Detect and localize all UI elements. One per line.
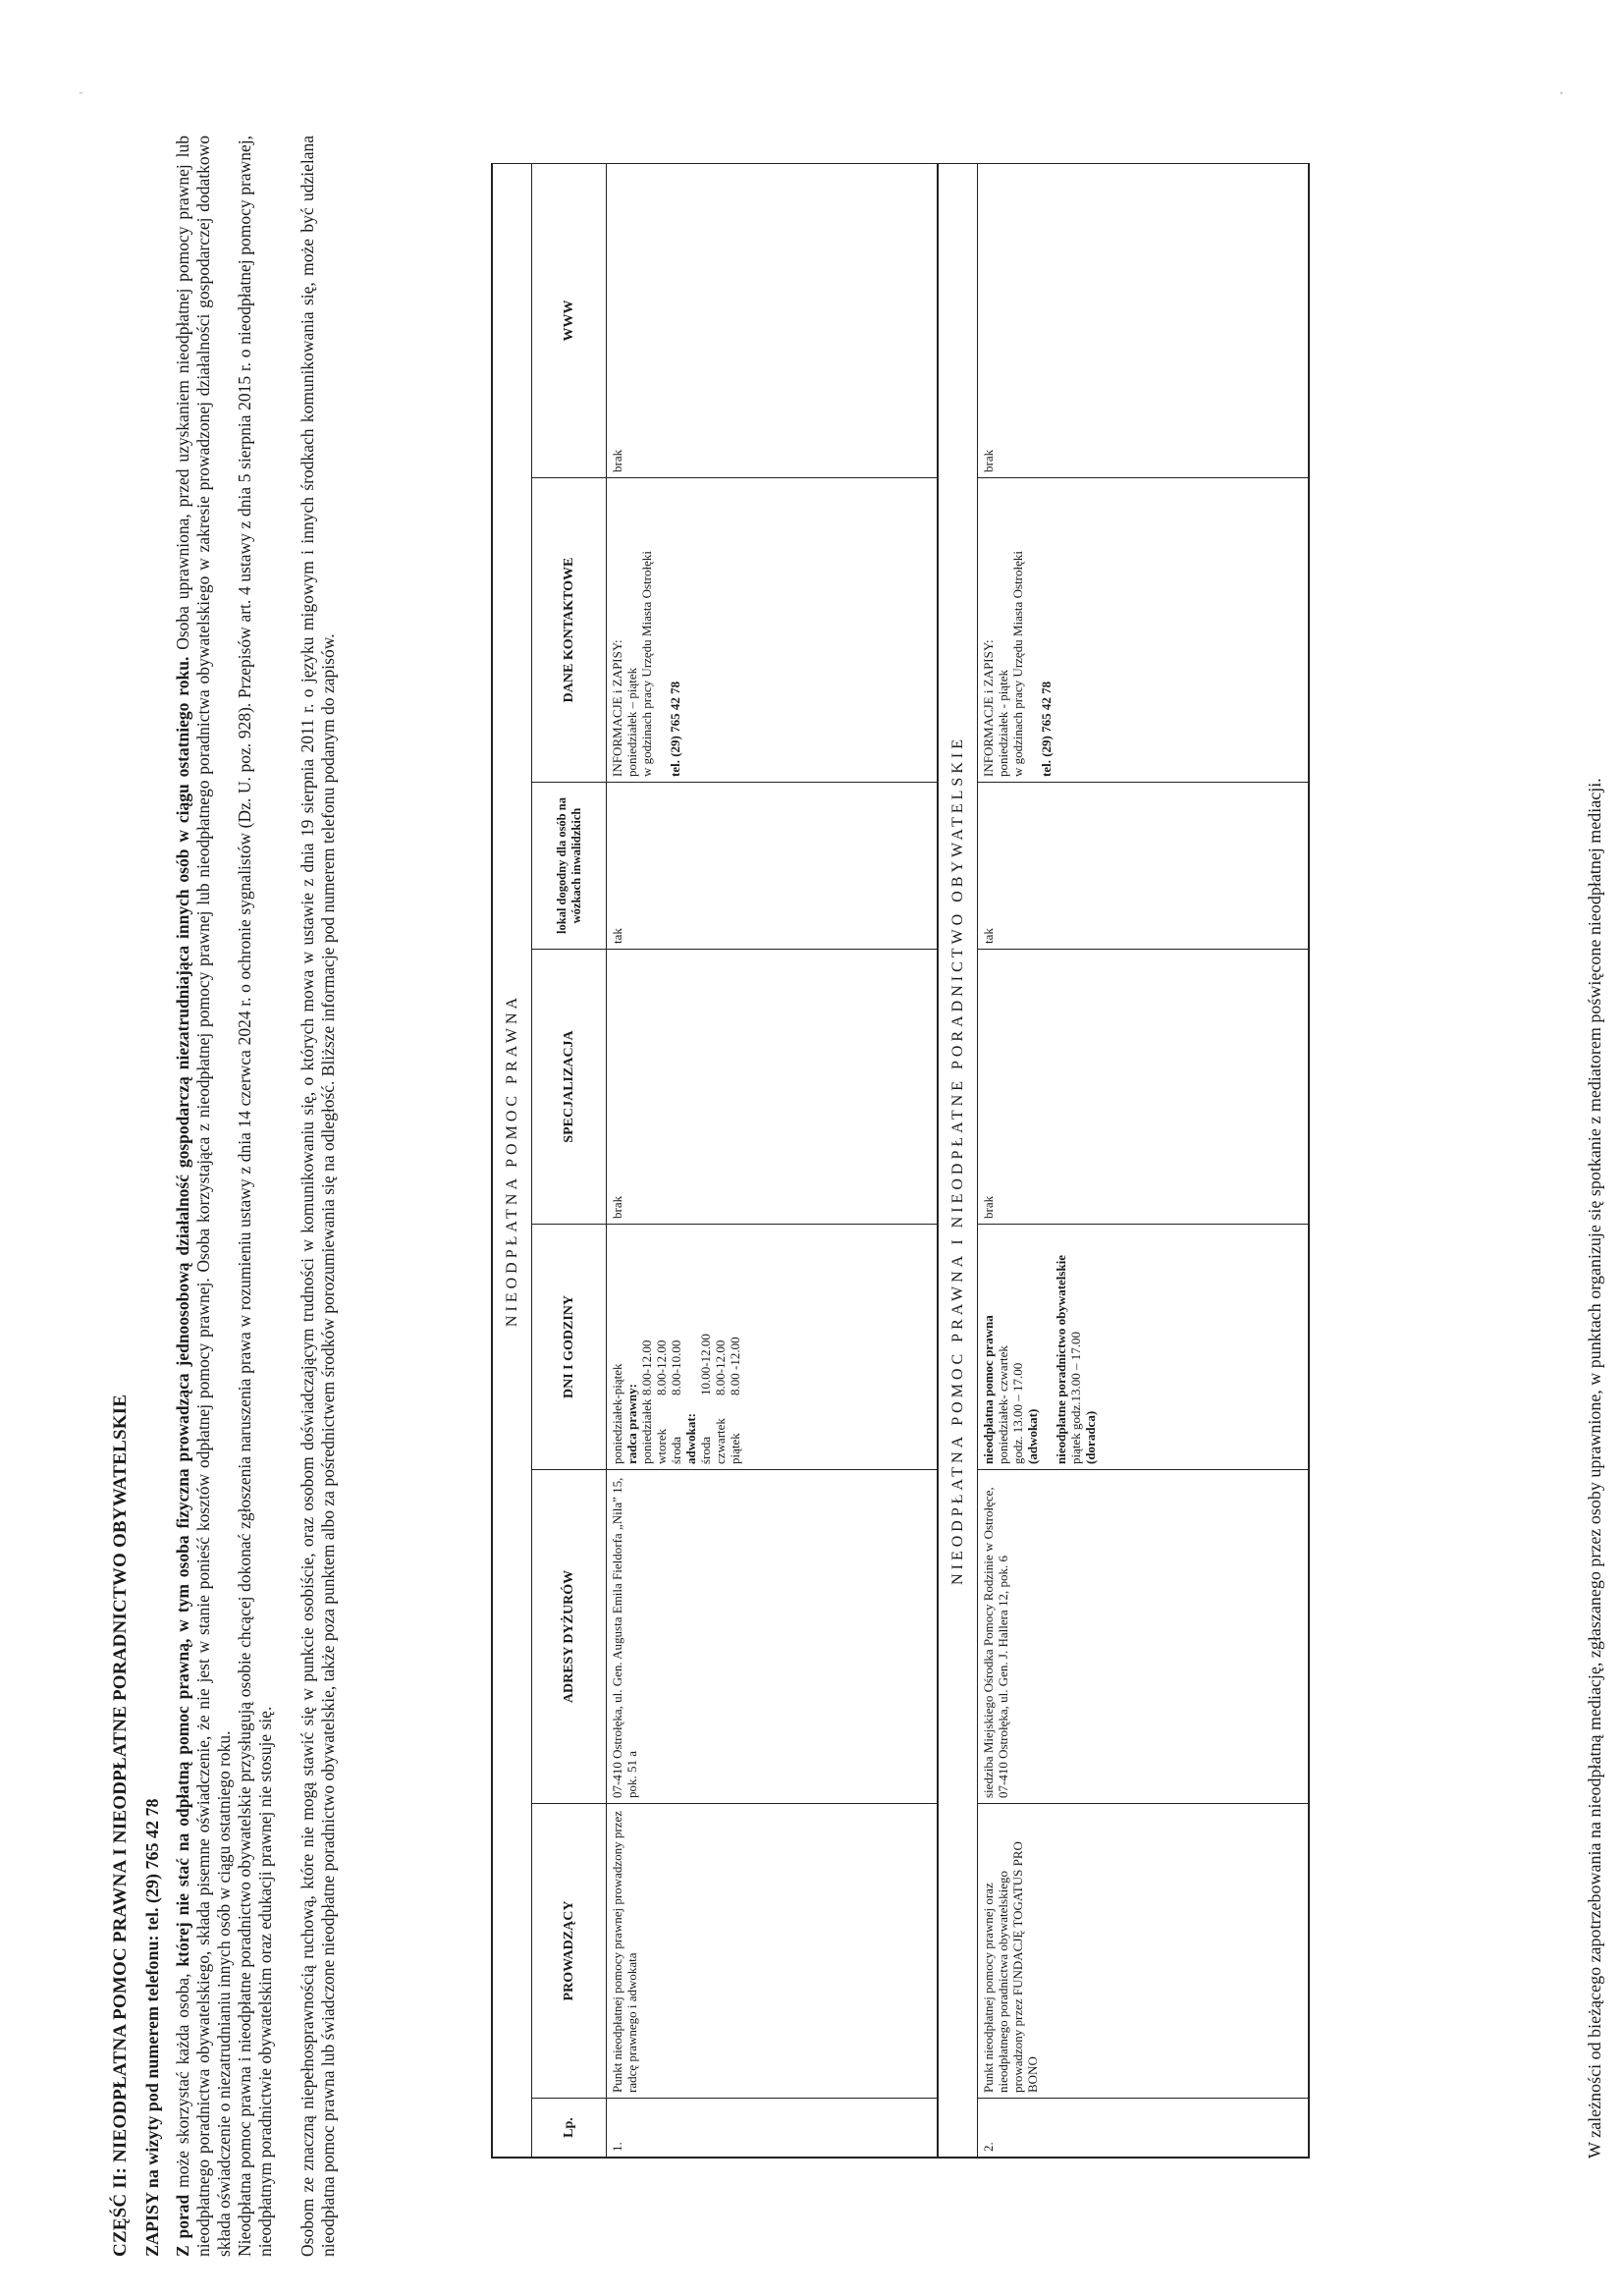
header-lp: Lp. bbox=[532, 2099, 607, 2158]
header-dni: DNI I GODZINY bbox=[532, 1225, 607, 1470]
text: w godzinach pracy Urzędu Miasta Ostrołęki bbox=[1010, 551, 1025, 777]
text: może skorzystać każda osoba, bbox=[173, 1966, 192, 2195]
hours: 8.00-10.00 bbox=[669, 1339, 683, 1395]
text: (adwokat) bbox=[1025, 1408, 1040, 1464]
label: radca prawny: bbox=[624, 1384, 639, 1464]
text: INFORMACJE i ZAPISY: bbox=[610, 639, 624, 777]
phone: tel. (29) 765 42 78 bbox=[1039, 681, 1054, 777]
cell-prowadzacy: Punkt nieodpłatnej pomocy prawnej oraz nieodpłatnego poradnictwa obywatelskiego prowadzony przez FUNDACJĘ TOGATUS PRO BONO bbox=[978, 1804, 1309, 2099]
table-row bbox=[607, 163, 938, 2157]
cell-dni bbox=[607, 1225, 938, 1470]
header-adresy: ADRESY DYŻURÓW bbox=[532, 1470, 607, 1804]
cell-www: brak bbox=[607, 163, 938, 477]
text: piątek godz.13.00 – 17.00 bbox=[1068, 1331, 1083, 1464]
table-section-1 bbox=[492, 163, 938, 2158]
header-lokal: lokal dogodny dla osób na wózkach inwalidzkich bbox=[532, 783, 607, 950]
header-specjalizacja: SPECJALIZACJA bbox=[532, 950, 607, 1225]
day: poniedziałek bbox=[639, 1398, 654, 1464]
day: wtorek bbox=[654, 1428, 669, 1464]
label: adwokat: bbox=[683, 1412, 698, 1464]
label: nieodpłatne poradnictwo obywatelskie bbox=[1054, 1254, 1068, 1464]
whistleblower-paragraph: Nieodpłatna pomoc prawna i nieodpłatne poradnictwo obywatelskie przysługują osobie chcącej dokonać zgłoszenia naruszenia prawa w rozumieniu ustawy z dnia 14 czerwca 2024 r. o ochronie sygnalistów (Dz. U. poz. 928). Przepisów art. 4 ustawy z dnia 5 sierpnia 2015 r. o nieodpłatnej pomocy prawnej, nieodpłatnym poradnictwie obywatelskim oraz edukacji prawnej nie stosuje się. bbox=[235, 136, 275, 2257]
text: (doradca) bbox=[1083, 1410, 1098, 1464]
day: czwartek bbox=[713, 1418, 728, 1464]
intro-section bbox=[110, 136, 339, 2257]
cell-dni bbox=[978, 1225, 1309, 1470]
radca-hours bbox=[639, 1230, 683, 1464]
bold-text: której nie stać na odpłatną pomoc prawną, w tym osoba fizyczna prowadząca jednoosobową działalność gospodarczą niezatrudniająca innych osób w ciągu ostatniego roku. bbox=[173, 656, 192, 1967]
scan-mark: ˈ bbox=[77, 89, 98, 96]
header-www: WWW bbox=[532, 163, 607, 477]
accessibility-paragraph: Osobom ze znaczną niepełnosprawnością ruchową, które nie mogą stawić się w punkcie osobiście, oraz osobom doświadczającym trudności w komunikowaniu się, o których mowa w ustawie z dnia 19 sierpnia 2011 r. o języku migowym i innych środkach komunikowania się, może być udzielana nieodpłatna pomoc prawna lub świadczone nieodpłatne poradnictwo obywatelskie, także poza punktem albo za pośrednictwem środków porozumiewania się na odległość. Bliższe informacje pod numerem telefonu podanym do zapisów. bbox=[298, 136, 338, 2257]
table-section-2 bbox=[938, 163, 1309, 2158]
cell-adres: siedziba Miejskiego Ośrodka Pomocy Rodzinie w Ostrołęce, 07-410 Ostrołęka, ul. Gen. J. Hallera 12, pok. 6 bbox=[978, 1470, 1309, 1804]
mediation-note: W zależności od bieżącego zapotrzebowania na nieodpłatną mediację, zgłaszanego przez osoby uprawnione, w punktach organizuje się spotkanie z mediatorem poświęcone nieodpłatnej mediacji. bbox=[1585, 778, 1604, 2159]
cell-lp: 2. bbox=[978, 2099, 1309, 2158]
cell-specjalizacja: brak bbox=[607, 950, 938, 1225]
text: godz. 13.00 – 17.00 bbox=[1010, 1362, 1025, 1464]
hours: 8.00-12.00 bbox=[654, 1339, 669, 1395]
cell-lokal: tak bbox=[607, 783, 938, 950]
phone: tel. (29) 765 42 78 bbox=[668, 681, 682, 777]
hours: 8.00-12.00 bbox=[713, 1339, 728, 1395]
bold-text: Z porad bbox=[173, 2194, 192, 2257]
text: Osoba uprawniona, przed uzyskaniem nieodpłatnej pomocy prawnej lub nieodpłatnego poradnictwa obywatelskiego, składa pisemne oświadczenie, że nie jest w stanie ponieść kosztów odpłatnej pomocy prawnej. Osoba korzystająca z nieodpłatnej pomocy prawnej lub nieodpłatnego poradnictwa obywatelskiego w zakresie prowadzonej działalności gospodarczej dodatkowo składa oświadczenie o niezatrudnianiu innych osób w ciągu ostatniego roku. bbox=[173, 135, 234, 2257]
label: nieodpłatna pomoc prawna bbox=[981, 1315, 996, 1464]
cell-prowadzacy: Punkt nieodpłatnej pomocy prawnej prowadzony przez radcę prawnego i adwokata bbox=[607, 1804, 938, 2099]
cell-specjalizacja: brak bbox=[978, 950, 1309, 1225]
text: poniedziałek-piątek bbox=[610, 1363, 624, 1464]
cell-lokal: tak bbox=[978, 783, 1309, 950]
section-title-legal-aid: NIEODPŁATNA POMOC PRAWNA bbox=[493, 163, 532, 2157]
hours: 8.00 -12.00 bbox=[728, 1337, 742, 1395]
text: poniedziałek - piątek bbox=[996, 669, 1010, 777]
text: poniedziałek – piątek bbox=[624, 667, 639, 777]
cell-dane bbox=[978, 478, 1309, 783]
cell-adres: 07-410 Ostrołęka, ul. Gen. Augusta Emila Fieldorfa „Nila” 15, pok. 51 a bbox=[607, 1470, 938, 1804]
text: poniedziałek- czwartek bbox=[996, 1345, 1010, 1464]
scan-mark: · bbox=[1551, 89, 1573, 96]
hours: 8.00-12.00 bbox=[639, 1339, 654, 1395]
header-prowadzacy: PROWADZĄCY bbox=[532, 1804, 607, 2099]
text: w godzinach pracy Urzędu Miasta Ostrołęki bbox=[639, 551, 654, 777]
eligibility-paragraph bbox=[173, 136, 235, 2257]
booking-phone: ZAPISY na wizyty pod numerem telefonu: tel. (29) 765 42 78 bbox=[142, 1798, 162, 2257]
page-title: CZĘŚĆ II: NIEODPŁATNA POMOC PRAWNA I NIEODPŁATNE PORADNICTWO OBYWATELSKIE bbox=[110, 1394, 131, 2257]
text: INFORMACJE i ZAPISY: bbox=[981, 639, 996, 777]
adwokat-hours bbox=[698, 1230, 742, 1464]
table-row bbox=[978, 163, 1309, 2157]
header-dane: DANE KONTAKTOWE bbox=[532, 478, 607, 783]
day: piątek bbox=[728, 1433, 742, 1464]
day: środa bbox=[698, 1436, 713, 1464]
points-table bbox=[491, 163, 1310, 2159]
hours: 10.00-12.00 bbox=[698, 1334, 713, 1395]
cell-www: brak bbox=[978, 163, 1309, 477]
section-title-legal-aid-and-civic: NIEODPŁATNA POMOC PRAWNA I NIEODPŁATNE PORADNICTWO OBYWATELSKIE bbox=[939, 163, 978, 2157]
cell-dane bbox=[607, 478, 938, 783]
day: środa bbox=[669, 1436, 683, 1464]
cell-lp: 1. bbox=[607, 2099, 938, 2158]
